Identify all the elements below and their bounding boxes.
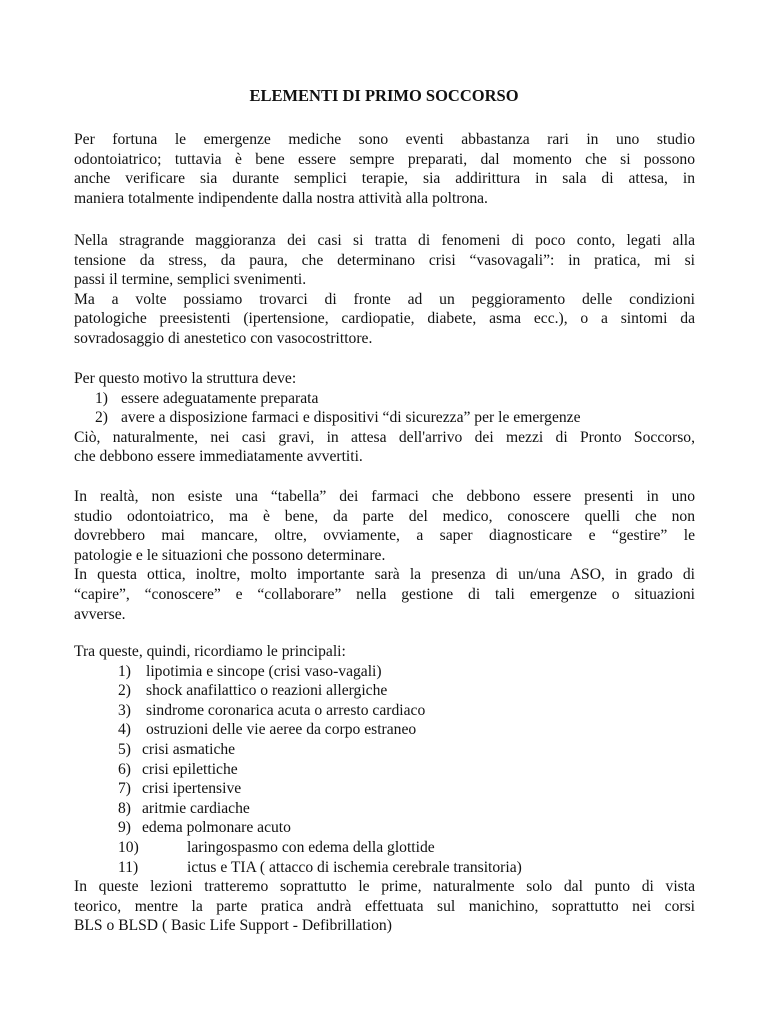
- list-item: [74, 662, 695, 682]
- text-line: patologiche preesistenti (ipertensione, cardiopatie, diabete, asma ecc.), o a sintomi da: [74, 310, 695, 328]
- document-title: ELEMENTI DI PRIMO SOCCORSO: [249, 86, 519, 105]
- text-line: In questa ottica, inoltre, molto importante sarà la presenza di un/una ASO, in grado di: [74, 566, 695, 584]
- list-text: ictus e TIA ( attacco di ischemia cerebrale transitoria): [187, 858, 522, 876]
- text-line: tensione da stress, da paura, che determinano crisi “vasovagali”: in pratica, mi si: [74, 251, 695, 269]
- list-number: 5): [118, 740, 131, 758]
- list-text: essere adeguatamente preparata: [121, 389, 319, 407]
- paragraph-requirements: [74, 369, 695, 467]
- list-item: [74, 408, 695, 428]
- text-line: patologie e le situazioni che possono determinare.: [74, 546, 386, 564]
- list-number: 1): [118, 662, 131, 680]
- list-number: 10): [118, 838, 139, 856]
- text-line: BLS o BLSD ( Basic Life Support - Defibrillation): [74, 917, 392, 935]
- list-number: 4): [118, 721, 131, 739]
- text-line: Tra queste, quindi, ricordiamo le principali:: [74, 643, 346, 660]
- text-line: teorico, mentre la parte pratica andrà effettuata sul manichino, soprattutto nei corsi: [74, 897, 695, 915]
- list-item: [74, 818, 695, 838]
- text-line: che debbono essere immediatamente avvertiti.: [74, 448, 363, 466]
- text-line: Nella stragrande maggioranza dei casi si tratta di fenomeni di poco conto, legati alla: [74, 232, 695, 249]
- list-item: [74, 760, 695, 780]
- list-number: 9): [118, 819, 131, 837]
- text-line: Per fortuna le emergenze mediche sono eventi abbastanza rari in uno studio: [74, 131, 695, 148]
- text-line: Ciò, naturalmente, nei casi gravi, in attesa dell'arrivo dei mezzi di Pronto Soccorso,: [74, 428, 695, 446]
- list-number: 7): [118, 780, 131, 798]
- list-text: sindrome coronarica acuta o arresto cardiaco: [146, 701, 426, 719]
- list-text: avere a disposizione farmaci e dispositivi “di sicurezza” per le emergenze: [121, 409, 581, 427]
- list-number: 3): [118, 701, 131, 719]
- text-line: sovradosaggio di anestetico con vasocostrittore.: [74, 329, 373, 347]
- text-line: “capire”, “conoscere” e “collaborare” nella gestione di tali emergenze o situazioni: [74, 585, 695, 603]
- text-line: anche verificare sia durante semplici terapie, sia addirittura in sala di attesa, in: [74, 170, 695, 188]
- list-number: 2): [118, 682, 131, 700]
- list-text: crisi ipertensive: [142, 780, 242, 798]
- paragraph-intro: [74, 130, 695, 208]
- list-item: [74, 720, 695, 740]
- text-line: maniera totalmente indipendente dalla nostra attività alla poltrona.: [74, 189, 488, 207]
- paragraph-drugs: [74, 487, 695, 624]
- text-line: odontoiatrico; tuttavia è bene essere sempre preparati, dal momento che si possono: [74, 150, 695, 168]
- text-line: passi il termine, semplici svenimenti.: [74, 271, 307, 289]
- list-item: [74, 740, 695, 760]
- list-text: lipotimia e sincope (crisi vaso-vagali): [146, 662, 382, 680]
- text-line: avverse.: [74, 605, 126, 623]
- text-line: dovrebbero mai mancare, oltre, ovviamente, a saper diagnosticare e “gestire” le: [74, 527, 695, 545]
- list-text: ostruzioni delle vie aeree da corpo estraneo: [146, 721, 417, 739]
- list-text: aritmie cardiache: [142, 799, 250, 817]
- list-item: [74, 701, 695, 721]
- list-number: 1): [95, 389, 108, 407]
- list-text: crisi asmatiche: [142, 740, 236, 758]
- text-line: In queste lezioni tratteremo soprattutto le prime, naturalmente solo dal punto di vista: [74, 878, 695, 896]
- text-line: studio odontoiatrico, ma è bene, da parte del medico, conoscere quelli che non: [74, 507, 695, 525]
- list-item: [74, 389, 695, 409]
- list-text: laringospasmo con edema della glottide: [187, 838, 435, 856]
- paragraph-causes: [74, 231, 695, 349]
- list-item: [74, 681, 695, 701]
- list-text: edema polmonare acuto: [142, 819, 291, 837]
- list-number: 6): [118, 760, 131, 778]
- list-number: 2): [95, 409, 108, 427]
- list-number: 11): [118, 858, 139, 876]
- text-line: Per questo motivo la struttura deve:: [74, 370, 297, 387]
- list-item: [74, 858, 695, 878]
- list-item: [74, 779, 695, 799]
- list-item: [74, 838, 695, 858]
- list-text: shock anafilattico o reazioni allergiche: [146, 682, 388, 700]
- text-line: In realtà, non esiste una “tabella” dei farmaci che debbono essere presenti in uno: [74, 488, 695, 505]
- list-number: 8): [118, 799, 131, 817]
- list-item: [74, 799, 695, 819]
- text-line: Ma a volte possiamo trovarci di fronte ad un peggioramento delle condizioni: [74, 290, 695, 308]
- list-text: crisi epilettiche: [142, 760, 238, 778]
- paragraph-emergencies: [74, 642, 695, 936]
